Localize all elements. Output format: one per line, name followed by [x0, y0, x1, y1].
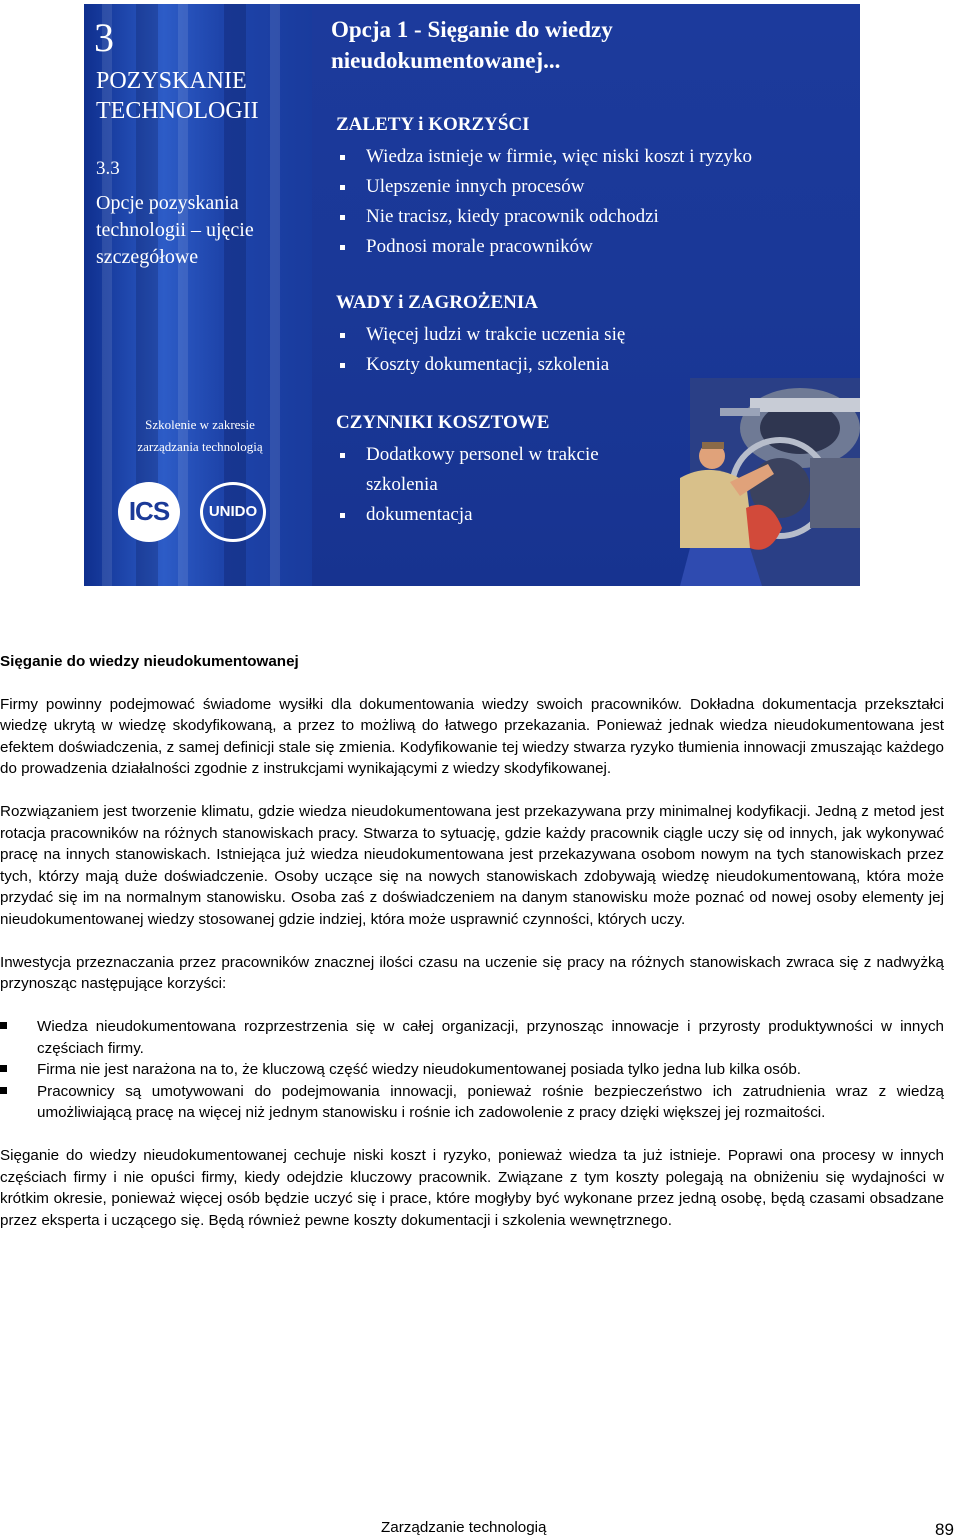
slide-bullet: Wiedza istnieje w firmie, więc niski koszt i ryzyko	[336, 142, 846, 172]
unido-logo: UNIDO	[200, 482, 266, 542]
slide-risks	[336, 290, 846, 380]
slide-image	[84, 4, 860, 586]
list-item: Pracownicy są umotywowani do podejmowania innowacji, ponieważ rośnie bezpieczeństwo ich zatrudnienia wraz z wiedzą umożliwiającą pracę na więcej niż jednym stanowisku i rośnie ich zadowolenie z pracy dzięki większej jej rozmaitości.	[0, 1081, 944, 1124]
paragraph: Inwestycja przeznaczania przez pracowników znacznej ilości czasu na uczenie się pracy na różnych stanowiskach zwraca się z nadwyżką przynosząc następujące korzyści:	[0, 953, 944, 992]
page-number: 89	[935, 1520, 954, 1539]
slide-risks-heading: WADY i ZAGROŻENIA	[336, 292, 538, 313]
slide-subsection-number: 3.3	[96, 158, 120, 179]
slide-sidebar	[84, 4, 312, 586]
list-item: Firma nie jest narażona na to, że kluczową część wiedzy nieudokumentowanej posiada tylko jedna lub kilka osób.	[0, 1059, 944, 1081]
slide-title: Opcja 1 - Sięganie do wiedzy nieudokumentowanej...	[331, 17, 613, 73]
slide-training-caption: Szkolenie w zakresie zarządzania technologią	[137, 417, 263, 454]
slide-bullet: dokumentacja	[336, 500, 846, 530]
slide-bullet: Dodatkowy personel w trakcie szkolenia	[336, 440, 656, 500]
slide-subsection-title: Opcje pozyskania technologii – ujęcie szczegółowe	[96, 192, 254, 268]
slide-bullet: Ulepszenie innych procesów	[336, 172, 846, 202]
slide-section-title: POZYSKANIE TECHNOLOGII	[96, 68, 259, 124]
paragraph: Sięganie do wiedzy nieudokumentowanej cechuje niski koszt i ryzyko, ponieważ wiedza ta już istnieje. Poprawi ona procesy w innych częściach firmy i nie opuści firmy, kiedy odejdzie kluczowy pracownik. Związane z tym koszty polegają na obniżeniu się wydajności w krótkim okresie, ponieważ więcej osób będzie uczyć się i prace, które mogłyby być wykonane przez jedną osobę, będą czasami obsadzane przez eksperta i uczącego się. Będą również pewne koszty dokumentacji i szkolenia wewnętrznego.	[0, 1147, 944, 1229]
paragraph: Firmy powinny podejmować świadome wysiłki dla dokumentowania wiedzy swoich pracowników. Dokładna dokumentacja przekształci wiedzę ukrytą w wiedzę skodyfikowaną, a przez to możliwą do łatwego przekazania. Ponieważ jednak wiedza nieudokumentowana jest efektem doświadczenia, z samej definicji stale się zmienia. Kodyfikowanie tej wiedzy stwarza ryzyko tłumienia innowacji zmuszając każdego do prowadzenia działalności zgodnie z instrukcjami wynikającymi z wiedzy skodyfikowanej.	[0, 695, 944, 777]
slide-benefits	[336, 112, 846, 262]
slide-bullet: Nie tracisz, kiedy pracownik odchodzi	[336, 202, 846, 232]
document-body	[0, 651, 944, 1253]
slide-bullet: Więcej ludzi w trakcie uczenia się	[336, 320, 846, 350]
paragraph: Rozwiązaniem jest tworzenie klimatu, gdzie wiedza nieudokumentowana jest przekazywana przy minimalnej kodyfikacji. Jedną z metod jest rotacja pracowników na różnych stanowiskach pracy. Stwarza to sytuację, gdzie każdy pracownik ciągle uczy się od innych, jak wykonywać pracę na innych stanowiskach. Istniejąca już wiedza nieudokumentowana jest przekazywana osobom nowym na tych stanowiskach przez tych, którzy mają duże doświadczenie. Osoby uczące się na nowych stanowiskach zdobywają wiedzę nieudokumentowaną, która może przydać się im na normalnym stanowisku. Osoba zaś z doświadczeniem na danym stanowisku może poznać od nowej osoby elementy jej nieudokumentowanej wiedzy stosowanej gdzie indziej, która może usprawnić czynności, których uczy.	[0, 803, 944, 928]
section-heading: Sięganie do wiedzy nieudokumentowanej	[0, 653, 299, 670]
footer-title: Zarządzanie technologią	[381, 1519, 547, 1536]
slide-benefits-heading: ZALETY i KORZYŚCI	[336, 114, 530, 135]
list-item: Wiedza nieudokumentowana rozprzestrzenia się w całej organizacji, przynosząc innowacje i przyrosty produktywności w innych częściach firmy.	[0, 1016, 944, 1059]
ics-logo: ICS	[118, 482, 180, 542]
slide-bullet: Podnosi morale pracowników	[336, 232, 846, 262]
benefits-list	[0, 1016, 944, 1124]
slide-number: 3	[94, 15, 114, 60]
slide-bullet: Koszty dokumentacji, szkolenia	[336, 350, 846, 380]
worker-machine-illustration	[650, 378, 860, 586]
slide-costs-heading: CZYNNIKI KOSZTOWE	[336, 412, 550, 433]
